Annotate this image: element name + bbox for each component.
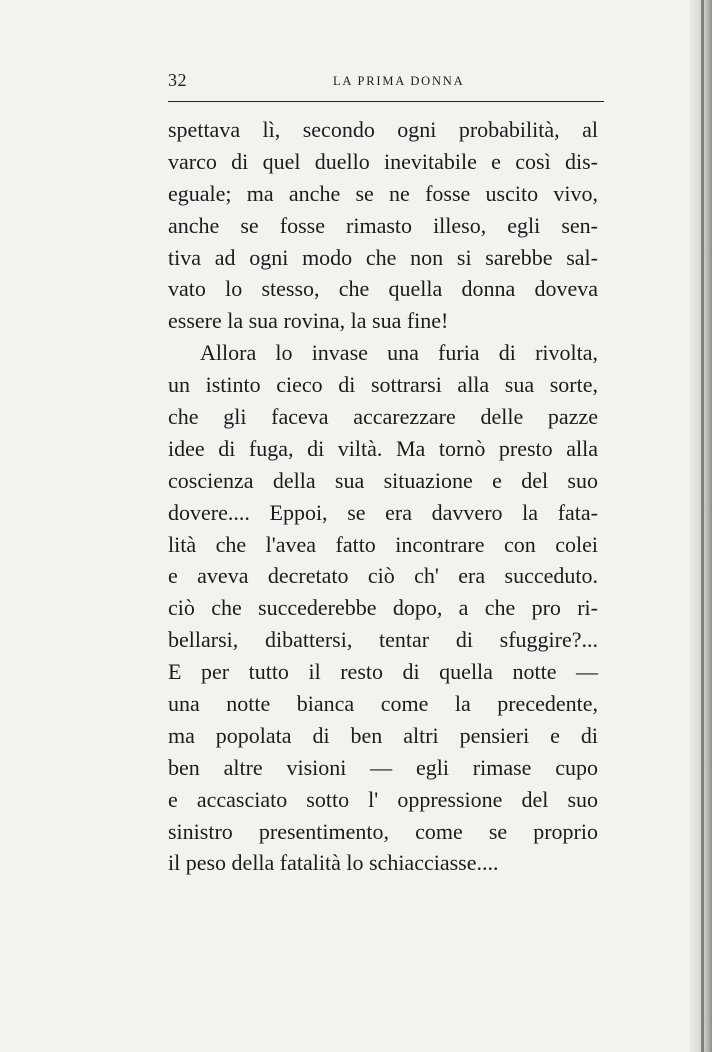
text-line: Allora lo invase una furia di rivolta, <box>200 340 598 366</box>
running-header <box>168 68 604 96</box>
text-line: bellarsi, dibattersi, tentar di sfuggire?... <box>168 627 598 653</box>
text-line: e aveva decretato ciò ch' era succeduto. <box>168 563 598 589</box>
text-line: sinistro presentimento, come se proprio <box>168 818 598 844</box>
text-line: ma popolata di ben altri pensieri e di <box>168 722 598 748</box>
header-rule <box>168 101 604 102</box>
text-line: un istinto cieco di sottrarsi alla sua sorte, <box>168 372 598 398</box>
text-line: tiva ad ogni modo che non si sarebbe sal- <box>168 244 598 270</box>
text-line: ben altre visioni — egli rimase cupo <box>168 754 598 780</box>
text-line: lità che l'avea fatto incontrare con colei <box>168 531 598 557</box>
text-line: vato lo stesso, che quella donna doveva <box>168 276 598 302</box>
text-line: che gli faceva accarezzare delle pazze <box>168 404 598 430</box>
text-line: e accasciato sotto l' oppressione del suo <box>168 786 598 812</box>
text-line: eguale; ma anche se ne fosse uscito vivo, <box>168 180 598 206</box>
running-title: LA PRIMA DONNA <box>333 74 465 88</box>
text-line: idee di fuga, di viltà. Ma tornò presto alla <box>168 435 598 461</box>
text-line: coscienza della sua situazione e del suo <box>168 467 598 493</box>
text-line: E per tutto il resto di quella notte — <box>168 659 598 685</box>
body-text <box>168 114 598 879</box>
text-line: spettava lì, secondo ogni probabilità, al <box>168 117 598 142</box>
text-line: dovere.... Eppoi, se era davvero la fata- <box>168 499 598 525</box>
page-binding-edge <box>701 0 704 1052</box>
text-line: ciò che succederebbe dopo, a che pro ri- <box>168 595 598 621</box>
text-line: anche se fosse rimasto illeso, egli sen- <box>168 212 598 238</box>
text-line: una notte bianca come la precedente, <box>168 691 598 717</box>
text-line: varco di quel duello inevitabile e così dis- <box>168 148 598 174</box>
text-line: il peso della fatalità lo schiacciasse.... <box>168 850 499 876</box>
text-line: essere la sua rovina, la sua fine! <box>168 308 449 334</box>
page-number: 32 <box>168 70 187 90</box>
